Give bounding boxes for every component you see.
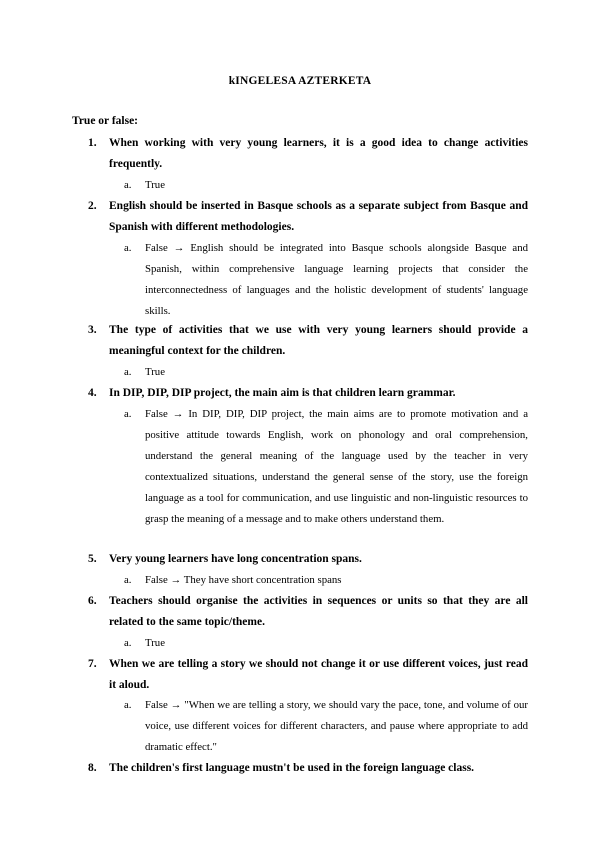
question-number: 1.: [88, 137, 97, 149]
question-number: 7.: [88, 658, 97, 670]
question-6: [88, 591, 528, 633]
question-2: [88, 196, 528, 238]
answer-text: True: [145, 637, 166, 649]
question-text: The children's first language mustn't be used in the foreign language class.: [109, 762, 475, 774]
answer-letter: a.: [124, 699, 132, 711]
answer-letter: a.: [124, 242, 132, 254]
answer-letter: a.: [124, 366, 132, 378]
section-heading: True or false:: [72, 115, 139, 127]
question-1: [88, 133, 528, 175]
question-text: Very young learners have long concentration spans.: [109, 553, 362, 565]
question-8: [88, 758, 528, 779]
answer-text: False → "When we are telling a story, we should vary the pace, tone, and volume of our voice, use different voices for different characters, and pause where appropriate to add dramatic effect.": [145, 699, 528, 753]
answer-2: [124, 238, 528, 322]
answer-6: [124, 633, 528, 654]
question-number: 4.: [88, 387, 97, 399]
question-number: 6.: [88, 595, 97, 607]
answer-1: [124, 175, 528, 196]
answer-text: False → In DIP, DIP, DIP project, the main aims are to promote motivation and a positive attitude towards English, work on phonology and oral comprehension, understand the general meaning of the language used by the teacher in very contextualized situations, understand the general sense of the story, use the foreign language as a tool for communication, and use linguistic and non-linguistic resources to grasp the meaning of a message and to make others understand them.: [145, 408, 528, 525]
question-text: When we are telling a story we should not change it or use different voices, just read it aloud.: [109, 658, 528, 691]
question-text: The type of activities that we use with very young learners should provide a meaningful context for the children.: [109, 324, 528, 357]
page-title: kINGELESA AZTERKETA: [228, 75, 372, 87]
answer-text: True: [145, 179, 166, 191]
question-number: 3.: [88, 324, 97, 336]
answer-text: False → They have short concentration spans: [145, 574, 342, 586]
answer-3: [124, 362, 528, 383]
answer-letter: a.: [124, 179, 132, 191]
answer-5: [124, 570, 528, 591]
answer-7: [124, 695, 528, 758]
question-text: Teachers should organise the activities in sequences or units so that they are all related to the same topic/theme.: [109, 595, 528, 628]
question-4: [88, 383, 528, 404]
question-text: When working with very young learners, it is a good idea to change activities frequently.: [109, 137, 528, 170]
answer-text: True: [145, 366, 166, 378]
question-7: [88, 654, 528, 696]
question-text: In DIP, DIP, DIP project, the main aim is that children learn grammar.: [109, 387, 456, 399]
question-text: English should be inserted in Basque schools as a separate subject from Basque and Spanish with different methodologies.: [109, 200, 528, 233]
answer-text: False → English should be integrated into Basque schools alongside Basque and Spanish, within comprehensive language learning projects that consider the interconnectedness of languages and the holistic development of students' language skills.: [145, 242, 528, 317]
question-5: [88, 549, 528, 570]
answer-letter: a.: [124, 408, 132, 420]
answer-4: [124, 404, 528, 530]
answer-letter: a.: [124, 637, 132, 649]
question-number: 2.: [88, 200, 97, 212]
question-number: 5.: [88, 553, 97, 565]
question-3: [88, 320, 528, 362]
question-number: 8.: [88, 762, 97, 774]
answer-letter: a.: [124, 574, 132, 586]
